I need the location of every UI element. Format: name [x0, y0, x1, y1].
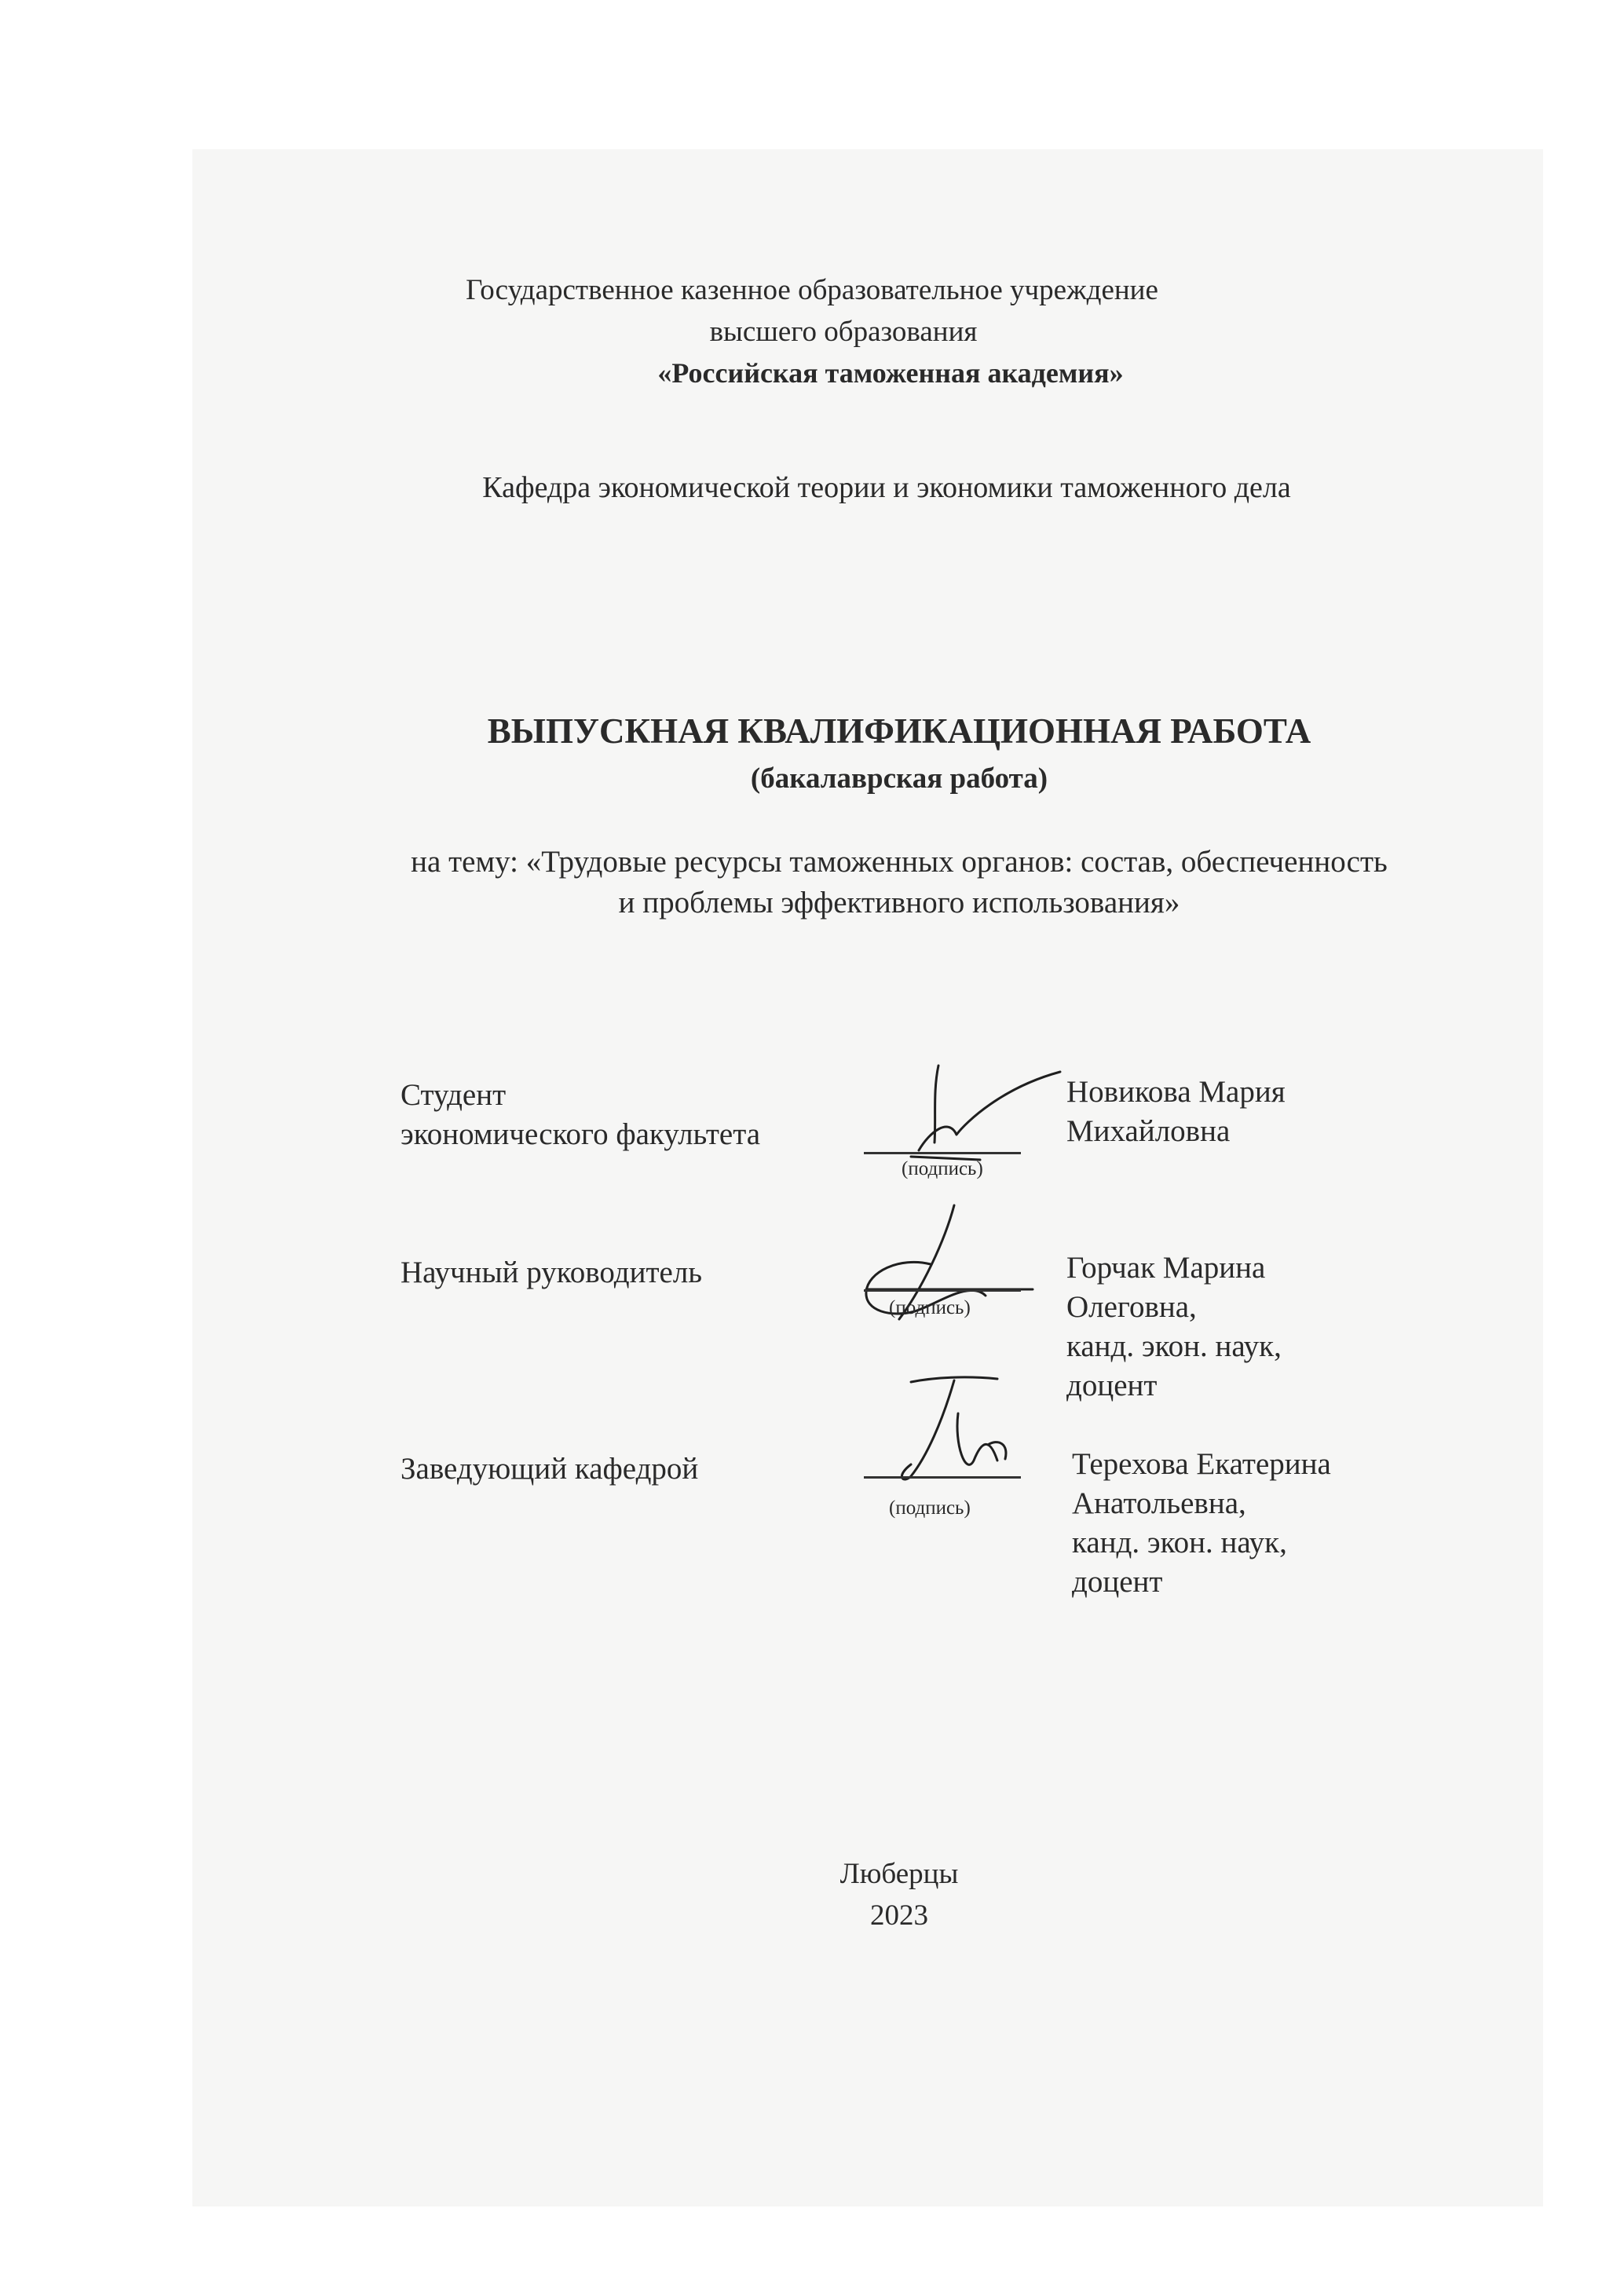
name-line: Горчак Марина — [1066, 1251, 1266, 1285]
role-line: Заведующий кафедрой — [401, 1452, 699, 1486]
student-signature — [864, 1056, 1068, 1174]
name-line: Новикова Мария — [1066, 1075, 1286, 1109]
name-line: доцент — [1072, 1565, 1163, 1599]
name-line: канд. экон. наук, — [1066, 1329, 1282, 1363]
document-subtitle: (бакалаврская работа) — [750, 762, 1048, 795]
role-line: Студент — [401, 1078, 507, 1112]
name-line: канд. экон. наук, — [1072, 1526, 1287, 1559]
signature-line — [864, 1289, 1021, 1292]
signature-caption: (подпись) — [902, 1158, 983, 1179]
signature-caption: (подпись) — [889, 1497, 971, 1519]
department-name: Кафедра экономической теории и экономики таможенного дела — [482, 471, 1291, 504]
institution-line-1: Государственное казенное образовательное учреждение — [466, 274, 1158, 306]
year: 2023 — [870, 1899, 928, 1932]
theme-line-1: на тему: «Трудовые ресурсы таможенных органов: состав, обеспеченность — [411, 845, 1388, 879]
role-line: экономического факультета — [401, 1117, 761, 1151]
signature-caption: (подпись) — [889, 1297, 971, 1318]
name-line: Терехова Екатерина — [1072, 1447, 1331, 1481]
role-line: Научный руководитель — [401, 1256, 703, 1289]
signature-line — [864, 1476, 1021, 1479]
scanned-page — [192, 149, 1543, 2206]
institution-name: «Российская таможенная академия» — [657, 357, 1124, 389]
theme-line-2: и проблемы эффективного использования» — [618, 886, 1180, 919]
signature-line — [864, 1152, 1021, 1154]
name-line: доцент — [1066, 1369, 1158, 1402]
name-line: Анатольевна, — [1072, 1486, 1246, 1520]
document-title: ВЫПУСКНАЯ КВАЛИФИКАЦИОННАЯ РАБОТА — [487, 711, 1311, 751]
name-line: Михайловна — [1066, 1114, 1231, 1148]
institution-line-2: высшего образования — [709, 316, 978, 348]
city: Люберцы — [839, 1858, 959, 1890]
name-line: Олеговна, — [1066, 1290, 1197, 1324]
head-signature — [880, 1366, 1021, 1492]
